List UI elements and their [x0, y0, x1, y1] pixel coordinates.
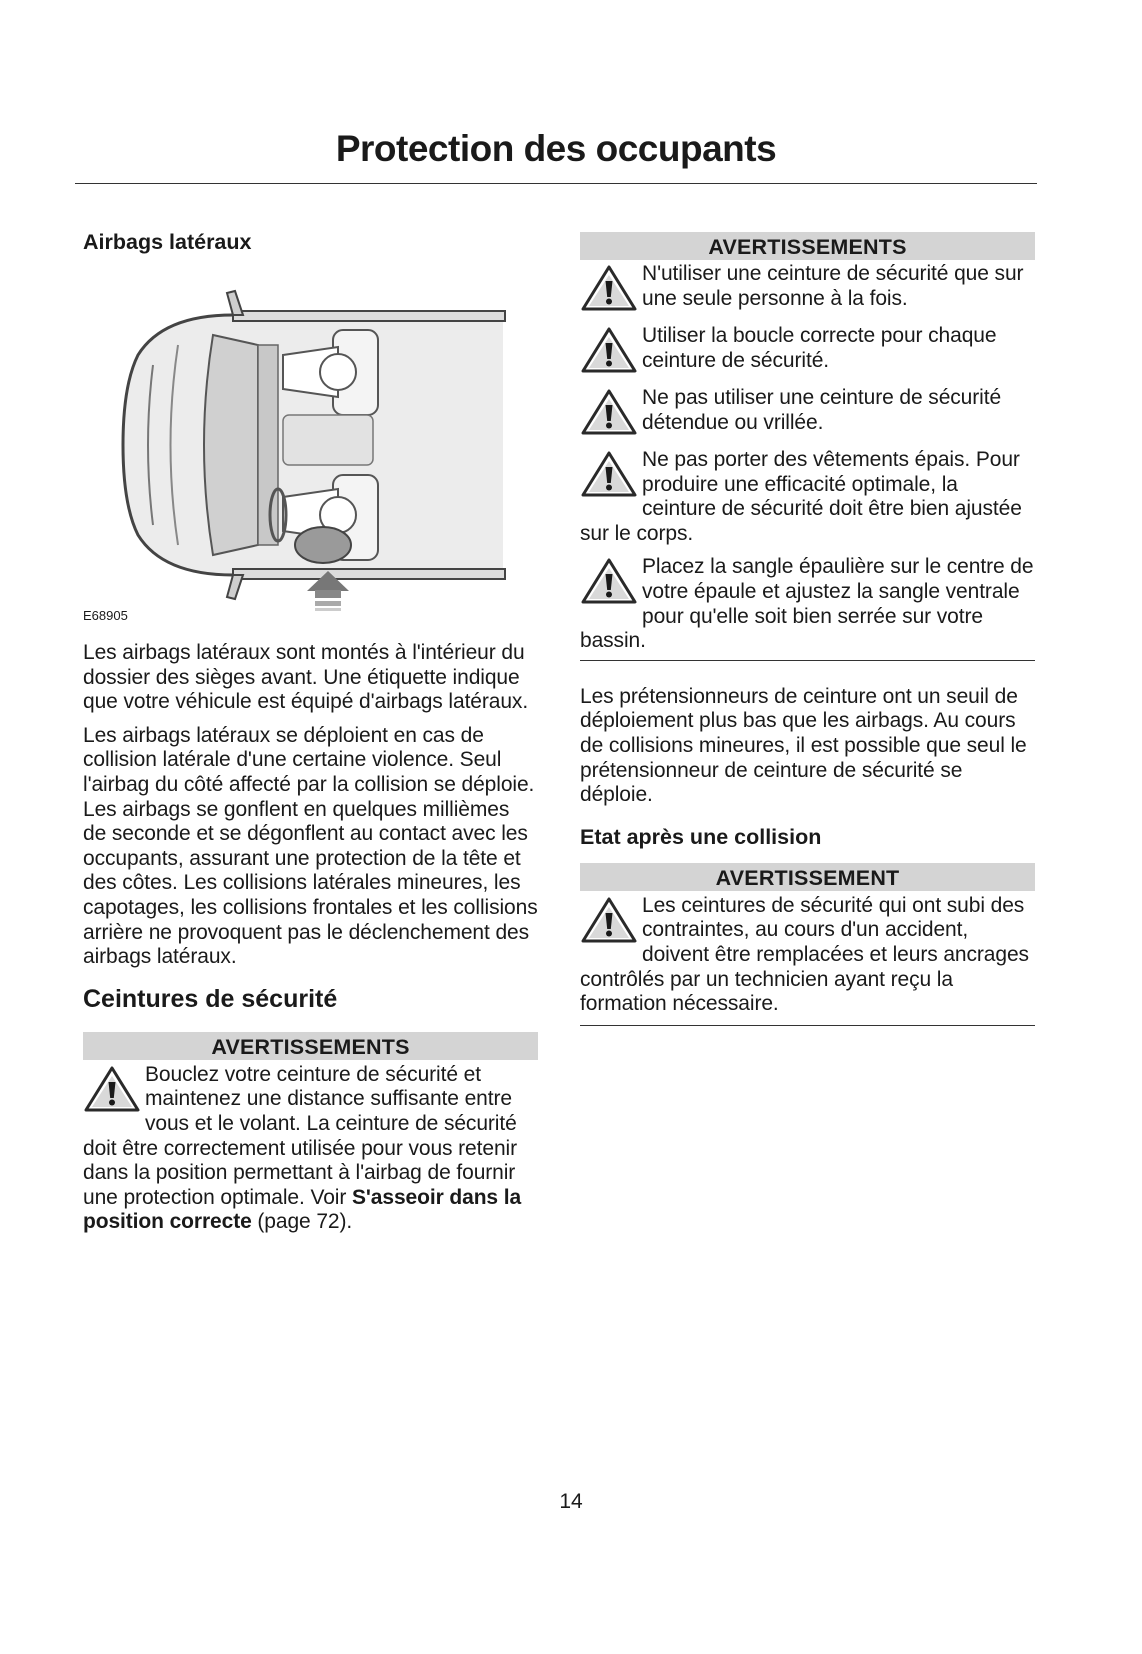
warning-triangle-icon	[83, 1065, 141, 1113]
warning-triangle-icon	[580, 450, 638, 498]
warnings-header-left: AVERTISSEMENTS	[83, 1032, 538, 1060]
warning-triangle-icon	[580, 326, 638, 374]
page-number: 14	[559, 1490, 583, 1513]
seatbelts-heading: Ceintures de sécurité	[83, 984, 338, 1013]
warning-text: Placez la sangle épaulière sur le centre de votre épaule et ajustez la sangle ventrale pour qu'elle soit bien serrée sur votre bassin.	[580, 555, 1034, 653]
warning-item	[580, 386, 1035, 435]
warning-triangle-icon	[580, 264, 638, 312]
side-airbags-paragraph-1: Les airbags latéraux sont montés à l'intérieur du dossier des sièges avant. Une étiquette indique que votre véhicule est équipé d'airbags latéraux.	[83, 641, 529, 714]
side-airbags-paragraph-2: Les airbags latéraux se déploient en cas de collision latérale d'une certaine violence. Seul l'airbag du côté affecté par la collision se déploie. Les airbags se gonflent en quelques millièmes de seconde et se dégonflent au contact avec les occupants, assurant une protection de la tête et des côtes. Les collisions latérales mineures, les capotages, les collisions frontales et les collisions arrière ne provoquent pas le déclenchement des airbags latéraux.	[83, 723, 538, 969]
pretensioner-paragraph: Les prétensionneurs de ceinture ont un seuil de déploiement plus bas que les airbags. Au cours de collisions mineures, il est possible que seul le prétensionneur de ceinture de sécurité se déploie.	[580, 684, 1027, 807]
right-column	[580, 232, 1035, 1026]
after-collision-heading: Etat après une collision	[580, 824, 822, 849]
side-airbags-heading: Airbags latéraux	[83, 230, 252, 254]
warning-item	[580, 894, 1035, 1017]
vehicle-top-view-illustration	[83, 275, 538, 613]
warning-item	[580, 324, 1035, 373]
cross-reference-link[interactable]: S'asseoir dans la position correcte	[83, 1185, 522, 1234]
warning-text: N'utiliser une ceinture de sécurité que sur une seule personne à la fois.	[642, 262, 1024, 310]
warnings-end-rule	[580, 660, 1035, 661]
warning-text: Bouclez votre ceinture de sécurité et maintenez une distance suffisante entre vous et le volant. La ceinture de sécurité doit être correctement utilisée pour vous retenir dans la position permettant à l'airbag de fournir une protection optimale. Voir	[83, 1062, 517, 1209]
warning-item	[580, 448, 1035, 546]
warning-item	[580, 262, 1035, 311]
figure-id: E68905	[83, 608, 128, 623]
cross-reference-page: (page 72).	[251, 1210, 353, 1234]
warning-text: Ne pas porter des vêtements épais. Pour produire une efficacité optimale, la ceinture de sécurité doit être bien ajustée sur le corps.	[580, 448, 1022, 545]
warning-item	[83, 1063, 538, 1235]
page-title: Protection des occupants	[335, 128, 777, 169]
left-column	[83, 229, 538, 1235]
side-airbag-figure	[83, 275, 538, 613]
warning-triangle-icon	[580, 896, 638, 944]
warning-triangle-icon	[580, 557, 638, 605]
warning-triangle-icon	[580, 388, 638, 436]
title-divider	[75, 183, 1037, 184]
warning-text: Utiliser la boucle correcte pour chaque ceinture de sécurité.	[642, 324, 997, 372]
warning-header-collision: AVERTISSEMENT	[580, 863, 1035, 891]
warning-text: Les ceintures de sécurité qui ont subi des contraintes, au cours d'un accident, doivent être remplacées et leurs ancrages contrôlés par un technicien ayant reçu la formation nécessaire.	[580, 893, 1029, 1016]
warning-text: Ne pas utiliser une ceinture de sécurité détendue ou vrillée.	[642, 386, 1002, 434]
warnings-header-right: AVERTISSEMENTS	[580, 232, 1035, 260]
collision-warning-end-rule	[580, 1025, 1035, 1026]
warning-item	[580, 555, 1035, 653]
